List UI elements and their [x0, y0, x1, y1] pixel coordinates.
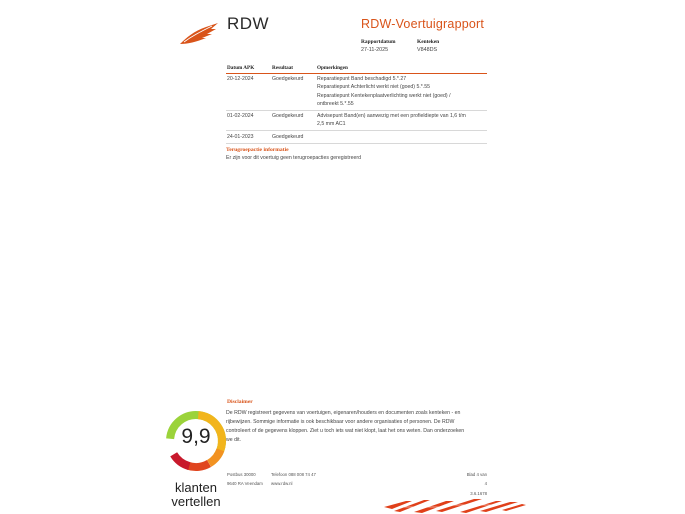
row-date: 24-01-2023 — [226, 131, 271, 143]
footer-line: 9640 RA Veendam — [227, 481, 263, 487]
footer-address — [227, 470, 263, 489]
disclaimer-title: Disclaimer — [227, 399, 253, 405]
footer-line: Postbus 30000 — [227, 472, 256, 477]
remark-line: Reparatiepunt Kentekenplaatverlichting werkt niet (goed) / — [317, 92, 451, 99]
row-result: Goedgekeurd — [271, 131, 316, 143]
footer-phone: Telefoon 088 008 74 47 — [271, 472, 316, 477]
plate-value: V848DS — [417, 46, 438, 53]
disclaimer-line: we dit. — [226, 437, 241, 443]
logo-text: RDW — [227, 14, 270, 33]
report-date-label: Rapportdatum — [361, 39, 396, 45]
recall-title: Terugroepactie informatie — [226, 147, 289, 153]
footer-website-link[interactable]: www.rdw.nl — [271, 481, 293, 487]
plate-label: Kenteken — [417, 39, 440, 45]
remark-line: Reparatiepunt Band beschadigd 5.*.27 — [317, 76, 407, 82]
row-remarks — [316, 110, 487, 131]
remark-line: Reparatiepunt Achterlicht werkt niet (goed) 5.*.55 — [317, 84, 431, 91]
column-header-result: Resultaat — [271, 65, 316, 73]
footer-contact — [271, 470, 316, 489]
row-date: 01-02-2024 — [226, 110, 271, 131]
rdw-logo-icon — [178, 22, 220, 46]
disclaimer-line: controleert of de gegevens kloppen. Ziet u toch iets wat niet klopt, laat het ons weten. Dan onderzoeken — [226, 428, 465, 434]
badge-vertellen-text: vertellen — [171, 494, 221, 509]
footer-page-info — [466, 470, 487, 498]
disclaimer-text — [226, 409, 484, 445]
document-code: 3.6.1678 — [470, 490, 487, 496]
report-date-value: 27-11-2025 — [361, 46, 389, 53]
rating-score: 9,9 — [181, 425, 211, 448]
remark-line: Advisepunt Band(en) aanwezig met een profieldiepte van 1,6 t/m — [317, 113, 466, 120]
table-header-row — [226, 65, 487, 73]
column-header-remarks: Opmerkingen — [316, 65, 487, 73]
row-result: Goedgekeurd — [271, 73, 316, 110]
apk-table — [226, 65, 487, 144]
recall-text: Er zijn voor dit voertuig geen terugroepacties geregistreerd — [226, 155, 361, 161]
table-row — [226, 131, 487, 143]
row-date: 20-12-2024 — [226, 73, 271, 110]
report-date-block — [361, 39, 395, 54]
row-remarks — [316, 131, 487, 143]
badge-klanten-text: klanten — [175, 480, 217, 495]
footer-stripes-graphic — [384, 497, 526, 514]
disclaimer-line: rijbewijzen. Sommige informatie is ook beschikbaar voor andere organisaties of personen. De RDW — [226, 419, 455, 425]
remark-line: 2,5 mm AC1 — [317, 121, 346, 128]
plate-block — [417, 39, 439, 54]
row-result: Goedgekeurd — [271, 110, 316, 131]
page-number: Blad 4 van 4 — [466, 472, 487, 487]
report-title: RDW-Voertuigrapport — [361, 17, 485, 31]
disclaimer-line: De RDW registreert gegevens van voertuigen, eigenaren/houders en documenten zoals kenteken - en — [226, 410, 461, 416]
column-header-date: Datum APK — [226, 65, 271, 73]
row-remarks — [316, 73, 487, 110]
table-row — [226, 110, 487, 131]
remark-line: ontbreekt 5.*.55 — [317, 100, 354, 107]
table-row — [226, 73, 487, 110]
